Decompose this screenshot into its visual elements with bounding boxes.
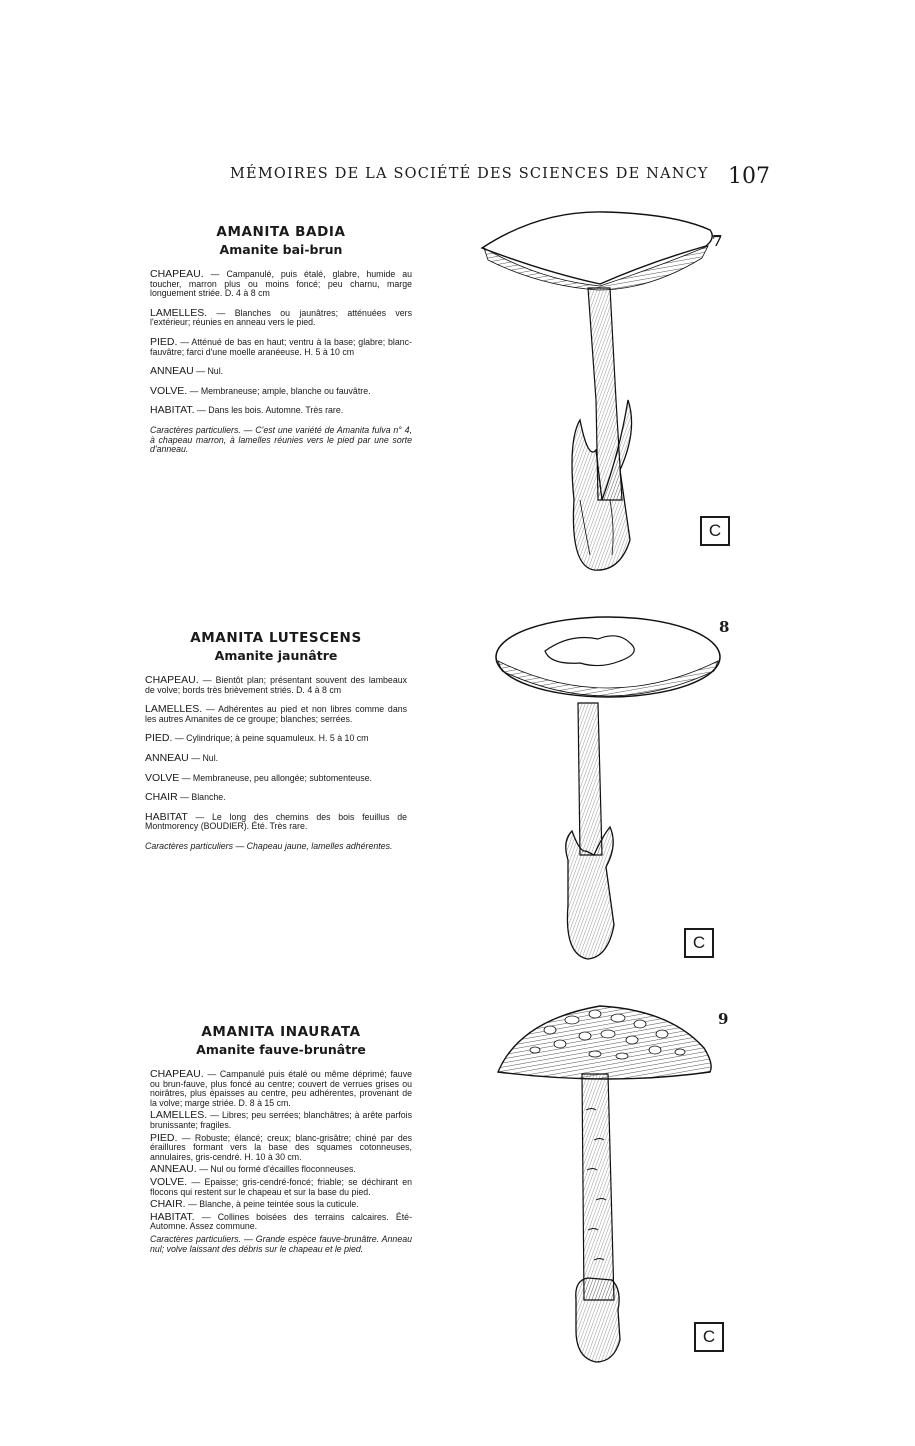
journal-header: MÉMOIRES DE LA SOCIÉTÉ DES SCIENCES DE NANCY bbox=[230, 166, 709, 182]
description-paragraph bbox=[145, 793, 407, 803]
field-label: ANNEAU. bbox=[150, 1163, 197, 1176]
field-text: — Atténué de bas en haut; ventru à la base; glabre; blanc-fauvâtre; farci d'une moelle aranéeuse. H. 5 à 10 cm bbox=[150, 336, 412, 357]
species-title: AMANITA INAURATA bbox=[201, 1024, 361, 1040]
field-label: PIED. bbox=[150, 335, 178, 348]
field-text: — Blanches ou jaunâtres; atténuées vers l'extérieur; réunies en anneau vers le pied. bbox=[150, 307, 412, 328]
description-paragraph bbox=[150, 406, 412, 416]
edibility-box: C bbox=[700, 516, 730, 546]
description-paragraph bbox=[145, 810, 407, 832]
field-label: VOLVE bbox=[145, 771, 180, 784]
field-text: — Bientôt plan; présentant souvent des lambeaux de volve; bords très brièvement striés. D. 4 à 8 cm bbox=[145, 675, 407, 695]
field-label: HABITAT. bbox=[150, 404, 195, 417]
field-text: — Robuste; élancé; creux; blanc-grisâtre; chiné par des éraillures formant vers la base des squames cotonneuses, annulaires, gris-cendré. H. 10 à 30 cm. bbox=[150, 1132, 412, 1162]
field-text: — Nul ou formé d'écailles floconneuses. bbox=[196, 1164, 356, 1175]
description-paragraph bbox=[150, 426, 412, 455]
figure-number: 7 bbox=[712, 232, 723, 250]
field-text: — Collines boisées des terrains calcaires. Été-Automne. Assez commune. bbox=[150, 1211, 412, 1232]
page-number: 107 bbox=[728, 164, 770, 189]
description-paragraph bbox=[150, 384, 412, 397]
field-text: — Campanulé puis étalé ou même déprimé; fauve ou brun-fauve, plus foncé au centre; couvert de verrues grises ou noirâtres, plus épaisses au centre, peu adhérentes, provenant de la volve; marge striée. D. 8 à 15 cm. bbox=[150, 1069, 412, 1108]
field-label: Caractères particuliers. bbox=[150, 424, 241, 435]
field-text: — Blanche. bbox=[177, 792, 226, 803]
description-paragraph bbox=[150, 1111, 412, 1130]
field-text: — Grande espèce fauve-brunâtre. Anneau nul; volve laissant des débris sur le chapeau et le pied. bbox=[150, 1233, 413, 1254]
field-label: CHAPEAU. bbox=[150, 1068, 204, 1080]
field-label: PIED. bbox=[150, 1131, 178, 1144]
description-paragraph bbox=[150, 306, 412, 328]
description-paragraph bbox=[150, 270, 412, 299]
field-label: HABITAT. bbox=[150, 1210, 195, 1223]
description-paragraph bbox=[150, 335, 412, 357]
field-label: CHAIR bbox=[145, 791, 178, 804]
field-text: — Le long des chemins des bois feuillus de Montmorency (BOUDIER). Été. Très rare. bbox=[145, 811, 407, 832]
field-label: LAMELLES. bbox=[150, 1109, 208, 1122]
field-text: — Membraneuse; ample, blanche ou fauvâtre. bbox=[187, 385, 371, 396]
description-paragraph bbox=[145, 734, 407, 744]
field-text: — Nul. bbox=[188, 752, 219, 763]
field-label: PIED. bbox=[145, 732, 173, 745]
field-text: — Blanche, à peine teintée sous la cuticule. bbox=[185, 1199, 359, 1210]
description-paragraph bbox=[150, 1235, 412, 1254]
description-paragraph bbox=[150, 1210, 412, 1232]
edibility-box: C bbox=[684, 928, 714, 958]
field-text: — Cylindrique; à peine squamuleux. H. 5 à 10 cm bbox=[172, 733, 369, 744]
field-text: — Epaisse; gris-cendré-foncé; friable; se déchirant en flocons qui restent sur le chapeau et sur la base du pied. bbox=[150, 1176, 412, 1197]
description-paragraph bbox=[145, 676, 407, 695]
field-label: LAMELLES. bbox=[150, 306, 208, 319]
description-paragraph bbox=[150, 1070, 412, 1108]
figure-number: 8 bbox=[719, 618, 730, 636]
species-title: AMANITA BADIA bbox=[216, 224, 346, 240]
field-text: — Chapeau jaune, lamelles adhérentes. bbox=[233, 840, 393, 851]
field-text: — Nul. bbox=[193, 366, 224, 377]
description-paragraph bbox=[150, 1165, 412, 1175]
species-amanita-inaurata bbox=[150, 1024, 412, 1257]
field-text: — C'est une variété de Amanita fulva n° 4, à chapeau marron, à lamelles réunies vers le pied par une sorte d'anneau. bbox=[150, 424, 412, 455]
field-label: Caractères particuliers bbox=[145, 840, 233, 851]
field-label: CHAPEAU. bbox=[145, 674, 199, 686]
field-label: VOLVE. bbox=[150, 384, 188, 397]
field-text: — Membraneuse, peu allongée; subtomenteuse. bbox=[179, 772, 372, 783]
description-paragraph bbox=[145, 705, 407, 724]
field-label: LAMELLES. bbox=[145, 703, 203, 716]
species-common-name: Amanite jaunâtre bbox=[214, 648, 338, 663]
field-label: CHAPEAU. bbox=[150, 268, 204, 280]
mushroom-illustration-lutescens bbox=[490, 605, 730, 967]
mushroom-illustration-inaurata bbox=[490, 1000, 730, 1370]
figure-number: 9 bbox=[718, 1010, 729, 1028]
species-title: AMANITA LUTESCENS bbox=[190, 630, 362, 646]
description-paragraph bbox=[145, 771, 407, 784]
species-common-name: Amanite bai-brun bbox=[219, 242, 343, 257]
field-text: — Libres; peu serrées; blanchâtres; à arête parfois brunissante; fragiles. bbox=[150, 1110, 412, 1130]
description-paragraph bbox=[145, 842, 407, 852]
species-common-name: Amanite fauve-brunâtre bbox=[196, 1042, 366, 1057]
field-label: Caractères particuliers. bbox=[150, 1233, 241, 1244]
field-label: VOLVE. bbox=[150, 1175, 188, 1188]
description-paragraph bbox=[150, 1200, 412, 1210]
description-paragraph bbox=[150, 367, 412, 377]
field-text: — Dans les bois. Automne. Très rare. bbox=[194, 405, 344, 416]
description-paragraph bbox=[150, 1175, 412, 1197]
description-paragraph bbox=[150, 1131, 412, 1163]
field-label: HABITAT bbox=[145, 810, 188, 823]
description-paragraph bbox=[145, 751, 407, 764]
edibility-box: C bbox=[694, 1322, 724, 1352]
field-text: — Campanulé, puis étalé, glabre, humide au toucher, marron plus ou moins foncé; peu charnu, marge longuement striée. D. 4 à 8 cm bbox=[150, 269, 412, 299]
field-label: ANNEAU bbox=[150, 365, 194, 378]
field-label: CHAIR. bbox=[150, 1198, 186, 1211]
species-amanita-lutescens bbox=[145, 630, 407, 862]
species-amanita-badia bbox=[150, 224, 412, 465]
field-label: ANNEAU bbox=[145, 751, 189, 764]
field-text: — Adhérentes au pied et non libres comme dans les autres Amanites de ce groupe; blanches; serrées. bbox=[145, 704, 407, 724]
